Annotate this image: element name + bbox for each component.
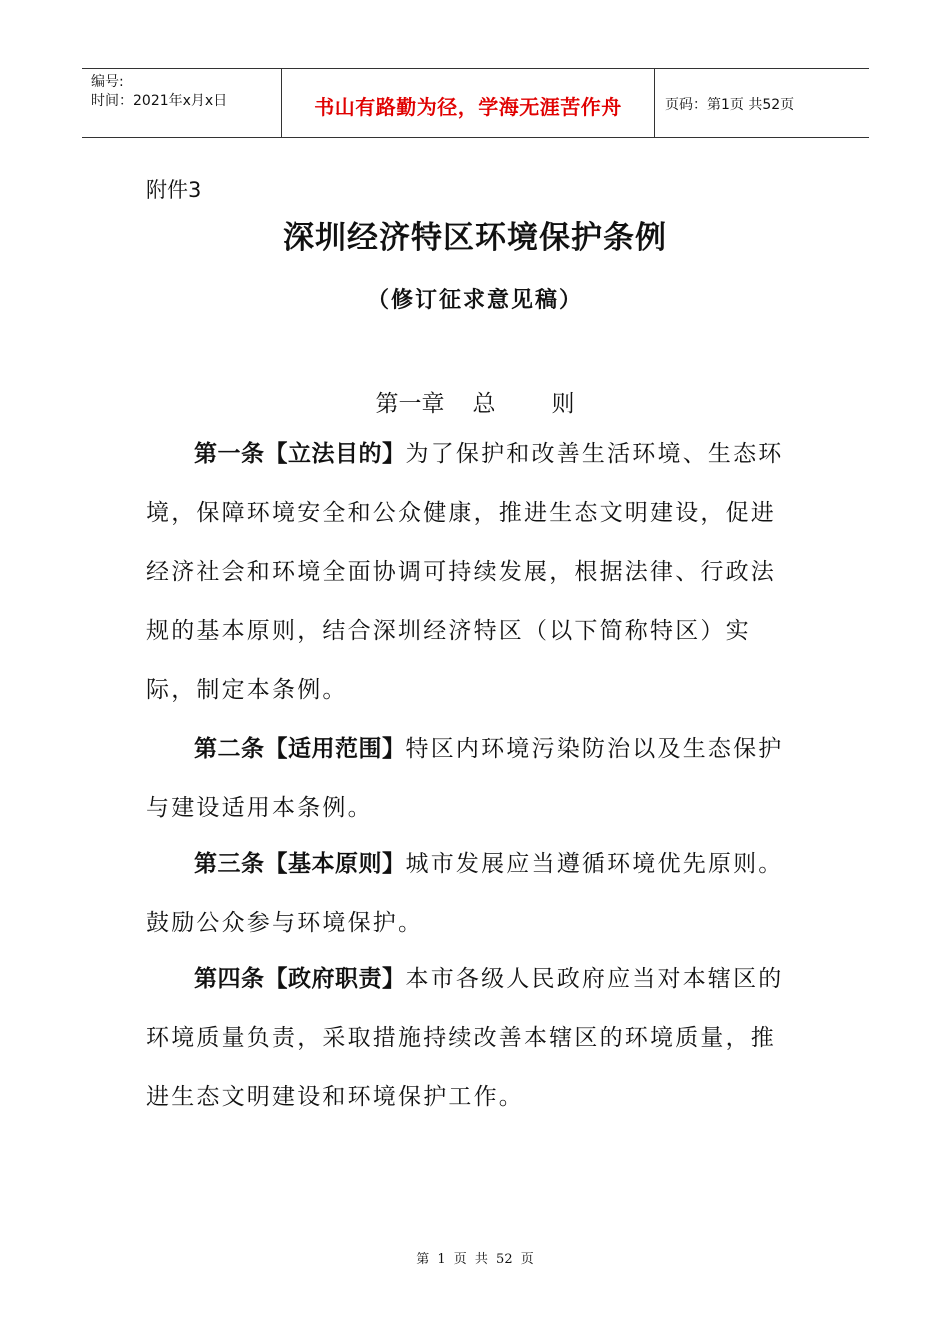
article-1 <box>146 425 796 720</box>
chapter-title-part: 则 <box>551 391 575 417</box>
time-label: 时间：2021年x月x日 <box>91 93 228 109</box>
article-3 <box>146 835 796 953</box>
document-header <box>82 68 869 138</box>
header-divider <box>654 69 655 137</box>
article-heading: 第三条【基本原则】 <box>194 851 406 877</box>
chapter-heading <box>0 385 950 418</box>
article-heading: 第四条【政府职责】 <box>194 966 406 992</box>
article-heading: 第一条【立法目的】 <box>194 441 406 467</box>
header-motto: 书山有路勤为径，学海无涯苦作舟 <box>314 95 622 119</box>
number-label: 编号: <box>91 74 124 90</box>
document-title: 深圳经济特区环境保护条例 <box>283 220 667 256</box>
chapter-label: 第一章 <box>375 391 445 417</box>
article-body: 城市发展应当遵循环境优先原则。鼓励公众参与环境保护。 <box>146 851 784 936</box>
header-page-info: 页码：第1页 共52页 <box>665 97 795 113</box>
attachment-label: 附件3 <box>146 178 202 202</box>
page-footer: 第 1 页 共 52 页 <box>416 1252 534 1267</box>
article-body: 为了保护和改善生活环境、生态环境，保障环境安全和公众健康，推进生态文明建设，促进经济社会和环境全面协调可持续发展，根据法律、行政法规的基本原则，结合深圳经济特区（以下简称特区）实际，制定本条例。 <box>146 441 784 703</box>
document-subtitle: （修订征求意见稿） <box>366 288 583 313</box>
article-body: 本市各级人民政府应当对本辖区的环境质量负责，采取措施持续改善本辖区的环境质量，推进生态文明建设和环境保护工作。 <box>146 966 784 1110</box>
article-heading: 第二条【适用范围】 <box>194 736 406 762</box>
article-body: 特区内环境污染防治以及生态保护与建设适用本条例。 <box>146 736 784 821</box>
header-meta <box>91 73 227 111</box>
chapter-title-part: 总 <box>472 391 496 417</box>
article-4 <box>146 950 796 1127</box>
article-2 <box>146 720 796 838</box>
